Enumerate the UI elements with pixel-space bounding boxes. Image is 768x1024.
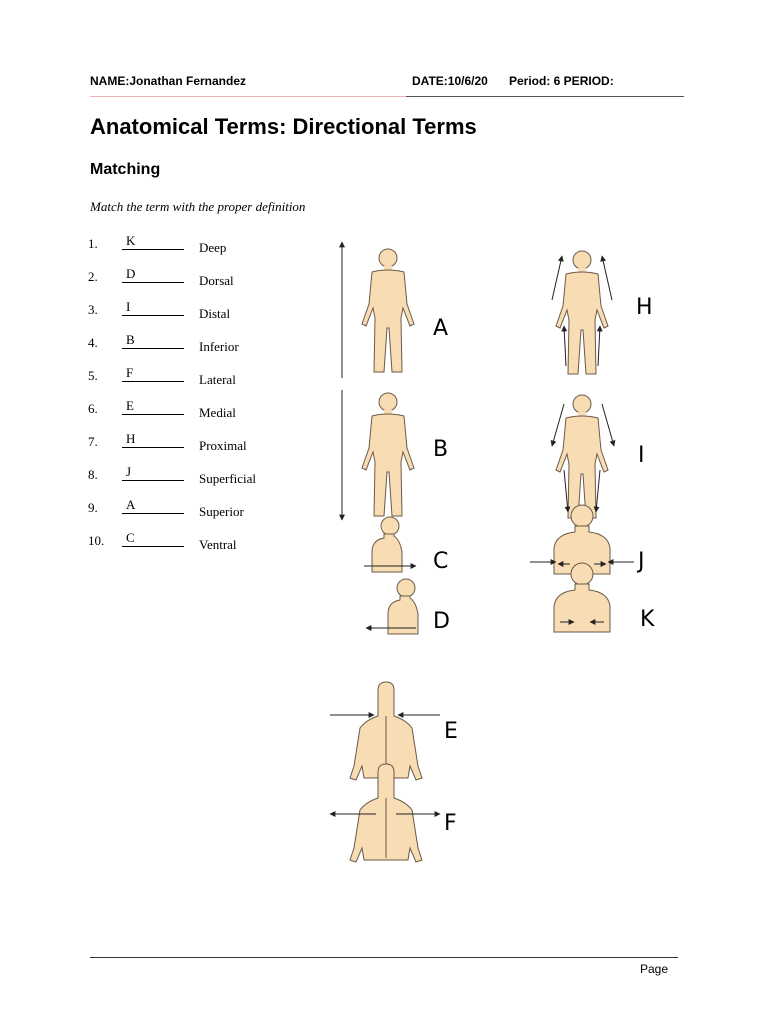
figure-e <box>330 682 458 780</box>
question-row <box>88 530 288 553</box>
term-label: Lateral <box>199 372 236 387</box>
term-label: Superficial <box>199 471 257 486</box>
term-label: Dorsal <box>199 273 234 288</box>
figure-i <box>552 395 645 518</box>
answer-blank[interactable]: C <box>122 531 184 547</box>
answer-blank[interactable]: A <box>122 498 184 514</box>
question-row <box>88 233 288 256</box>
answer-blank[interactable]: D <box>122 267 184 283</box>
label-e: E <box>444 719 458 744</box>
answer-blank[interactable]: B <box>122 333 184 349</box>
question-number: 6. <box>88 401 98 416</box>
term-label: Medial <box>199 405 236 420</box>
page-label: Page <box>640 962 669 976</box>
answer-blank[interactable]: E <box>122 399 184 415</box>
term-label: Ventral <box>199 537 237 552</box>
section-heading: Matching <box>90 161 161 178</box>
figure-h <box>552 251 653 374</box>
date-field: DATE:10/6/20 <box>412 74 488 88</box>
question-row <box>88 299 288 322</box>
header-rule-right <box>406 96 684 97</box>
label-k: K <box>640 607 655 632</box>
answer-blank[interactable]: I <box>122 300 184 316</box>
figure-c <box>364 517 448 574</box>
instructions: Match the term with the proper definition <box>90 199 306 214</box>
question-row <box>88 497 288 520</box>
question-number: 9. <box>88 500 98 515</box>
figure-b <box>342 390 448 520</box>
period-field: Period: 6 PERIOD: <box>509 74 614 88</box>
answer-blank[interactable]: H <box>122 432 184 448</box>
directional-terms-figure <box>320 228 680 878</box>
label-i: I <box>638 443 645 468</box>
question-row <box>88 464 288 487</box>
question-number: 4. <box>88 335 98 350</box>
page-title: Anatomical Terms: Directional Terms <box>90 114 477 139</box>
question-number: 10. <box>88 533 105 548</box>
answer-blank[interactable]: J <box>122 465 184 481</box>
label-b: B <box>433 437 449 462</box>
question-row <box>88 365 288 388</box>
label-d: D <box>433 609 450 634</box>
question-row <box>88 431 288 454</box>
term-label: Proximal <box>199 438 247 453</box>
answer-blank[interactable]: K <box>122 234 184 250</box>
question-number: 3. <box>88 302 98 317</box>
figure-j <box>530 505 645 574</box>
question-number: 2. <box>88 269 98 284</box>
answer-blank[interactable]: F <box>122 366 184 382</box>
footer-rule <box>90 957 678 958</box>
label-h: H <box>636 295 653 320</box>
question-row <box>88 398 288 421</box>
question-row <box>88 332 288 355</box>
question-number: 8. <box>88 467 98 482</box>
label-a: A <box>433 316 449 341</box>
term-label: Distal <box>199 306 231 321</box>
question-number: 1. <box>88 236 98 251</box>
header-rule-left <box>90 96 406 97</box>
term-label: Deep <box>199 240 227 255</box>
question-number: 5. <box>88 368 98 383</box>
label-c: C <box>433 549 449 574</box>
question-row <box>88 266 288 289</box>
label-j: J <box>638 549 645 574</box>
term-label: Superior <box>199 504 244 519</box>
label-f: F <box>444 811 457 836</box>
figure-a <box>342 242 448 378</box>
term-label: Inferior <box>199 339 239 354</box>
name-field: NAME:Jonathan Fernandez <box>90 74 247 88</box>
figure-f <box>330 764 457 862</box>
figure-d <box>366 579 450 634</box>
question-number: 7. <box>88 434 98 449</box>
